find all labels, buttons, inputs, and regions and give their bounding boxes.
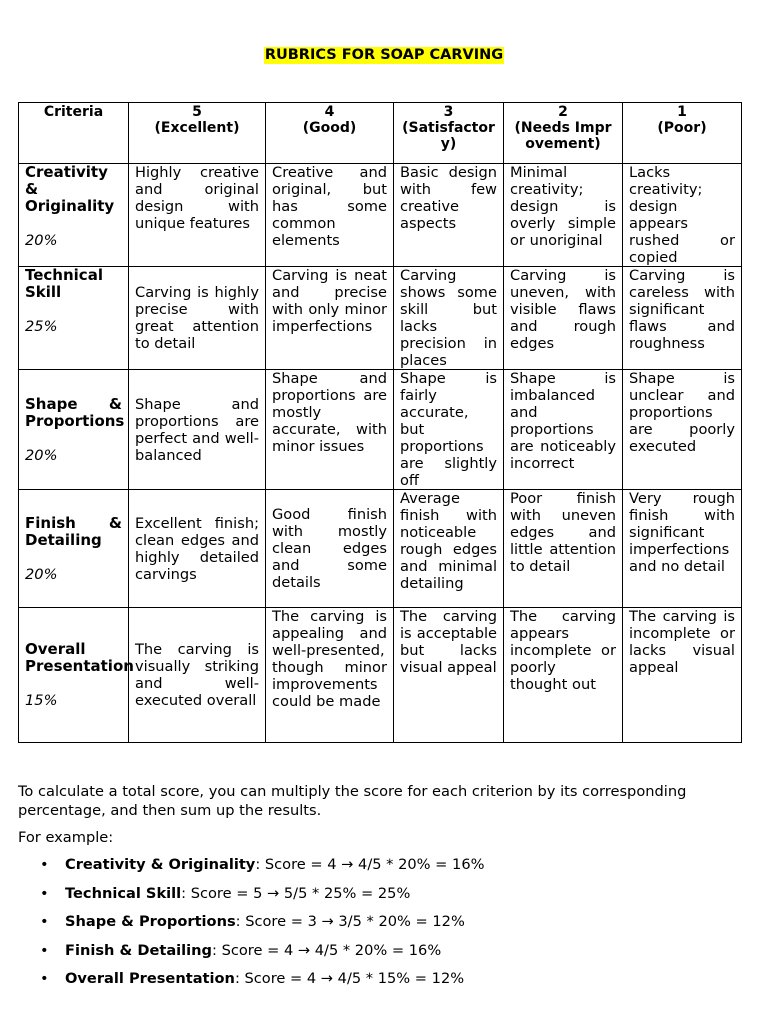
rubric-cell: Good finish with mostly clean edges and some details <box>266 490 394 608</box>
header-score-5 <box>129 103 266 164</box>
list-item <box>18 884 743 913</box>
rubric-cell: Carving shows some skill but lacks precision in places <box>394 267 504 370</box>
list-item <box>18 969 743 998</box>
bullet-icon: • <box>40 884 49 902</box>
example-label: For example: <box>18 829 114 846</box>
criterion-name: Creativity & Originality <box>25 163 115 215</box>
example-calc: : Score = 3 → 3/5 * 20% = 12% <box>235 913 465 930</box>
header-criteria <box>19 103 129 164</box>
header-score: 3 <box>443 104 454 120</box>
criterion-weight: 20% <box>25 446 58 464</box>
title-wrapper <box>0 44 768 64</box>
rubric-cell: Lacks creativity; design appears rushed or copied <box>623 164 742 267</box>
header-row <box>19 103 742 164</box>
table-row <box>19 608 742 743</box>
rubric-cell: Carving is uneven, with visible flaws and rough edges <box>504 267 623 370</box>
table-row <box>19 370 742 490</box>
list-item <box>18 912 743 941</box>
criterion-cell <box>19 370 129 490</box>
header-score-2 <box>504 103 623 164</box>
rubric-cell: Poor finish with uneven edges and little attention to detail <box>504 490 623 608</box>
header-level: (Poor) <box>657 120 707 136</box>
rubric-cell: Carving is highly precise with great attention to detail <box>129 267 266 370</box>
header-score-3 <box>394 103 504 164</box>
bullet-icon: • <box>40 941 49 959</box>
rubric-cell: Basic design with few creative aspects <box>394 164 504 267</box>
example-criterion: Finish & Detailing <box>65 941 213 959</box>
table-row <box>19 490 742 608</box>
example-calc: : Score = 4 → 4/5 * 15% = 12% <box>234 970 465 987</box>
header-level: (Good) <box>302 120 357 136</box>
rubric-cell: Creative and original, but has some common elements <box>266 164 394 267</box>
example-criterion: Technical Skill <box>65 884 182 902</box>
list-item <box>18 941 743 970</box>
rubric-cell: Shape is fairly accurate, but proportions are slightly off <box>394 370 504 490</box>
header-criteria-label: Criteria <box>43 104 104 120</box>
header-score: 2 <box>558 104 568 120</box>
bullet-icon: • <box>40 856 49 873</box>
example-calc: : Score = 4 → 4/5 * 20% = 16% <box>212 941 442 959</box>
rubric-cell: Shape and proportions are mostly accurate, with minor issues <box>266 370 394 490</box>
example-criterion: Creativity & Originality <box>65 856 256 873</box>
criterion-weight: 20% <box>25 232 58 249</box>
rubric-cell: Shape and proportions are perfect and well-balanced <box>129 370 266 490</box>
header-score: 5 <box>192 104 202 120</box>
criterion-cell <box>19 164 129 267</box>
criterion-name: Shape & Proportions <box>25 394 125 430</box>
rubric-cell: The carving is acceptable but lacks visual appeal <box>394 608 504 743</box>
criterion-weight: 15% <box>25 692 58 709</box>
rubric-cell: The carving is appealing and well-presented, though minor improvements could be made <box>266 608 394 743</box>
header-score-1 <box>623 103 742 164</box>
criterion-name: Finish & Detailing <box>25 513 122 549</box>
table-row <box>19 164 742 267</box>
rubric-cell: Highly creative and original design with unique features <box>129 164 266 267</box>
criterion-weight: 25% <box>25 318 58 335</box>
criterion-weight: 20% <box>25 565 58 583</box>
intro-paragraph: To calculate a total score, you can multiply the score for each criterion by its corresponding percentage, and then sum up the results. <box>18 783 687 819</box>
rubric-cell: Excellent finish; clean edges and highly detailed carvings <box>129 490 266 608</box>
rubric-cell: Carving is careless with significant flaws and roughness <box>623 267 742 370</box>
rubric-cell: Average finish with noticeable rough edges and minimal detailing <box>394 490 504 608</box>
rubric-cell: The carving is incomplete or lacks visual appeal <box>623 608 742 743</box>
example-calc: : Score = 5 → 5/5 * 25% = 25% <box>181 884 411 902</box>
rubric-cell: Shape is unclear and proportions are poorly executed <box>623 370 742 490</box>
rubric-cell: Shape is imbalanced and proportions are noticeably incorrect <box>504 370 623 490</box>
list-item <box>18 855 743 884</box>
criterion-name: Overall Presentation <box>25 640 134 675</box>
header-level: (Needs Improvement) <box>514 120 612 152</box>
page-title: RUBRICS FOR SOAP CARVING <box>264 47 504 63</box>
header-level: (Excellent) <box>154 120 240 136</box>
rubric-cell: The carving is visually striking and well-executed overall <box>129 608 266 743</box>
table-row <box>19 267 742 370</box>
example-criterion: Shape & Proportions <box>65 913 236 930</box>
criterion-cell <box>19 267 129 370</box>
header-score: 4 <box>324 104 335 120</box>
rubric-cell: Carving is neat and precise with only minor imperfections <box>266 267 394 370</box>
example-criterion: Overall Presentation <box>65 970 235 987</box>
criterion-cell <box>19 608 134 743</box>
header-score-4 <box>266 103 394 164</box>
bullet-icon: • <box>40 913 49 930</box>
criterion-cell <box>19 490 129 608</box>
header-level: (Satisfactory) <box>402 120 495 152</box>
rubric-cell: Very rough finish with significant imperfections and no detail <box>623 490 742 608</box>
criterion-name: Technical Skill <box>25 266 103 301</box>
rubric-table <box>18 102 742 743</box>
rubric-cell: Minimal creativity; design is overly simple or unoriginal <box>504 164 623 267</box>
example-calc: : Score = 4 → 4/5 * 20% = 16% <box>255 856 485 873</box>
header-score: 1 <box>677 104 687 120</box>
example-list <box>18 855 743 998</box>
rubric-cell: The carving appears incomplete or poorly thought out <box>504 608 623 743</box>
bullet-icon: • <box>40 970 49 987</box>
